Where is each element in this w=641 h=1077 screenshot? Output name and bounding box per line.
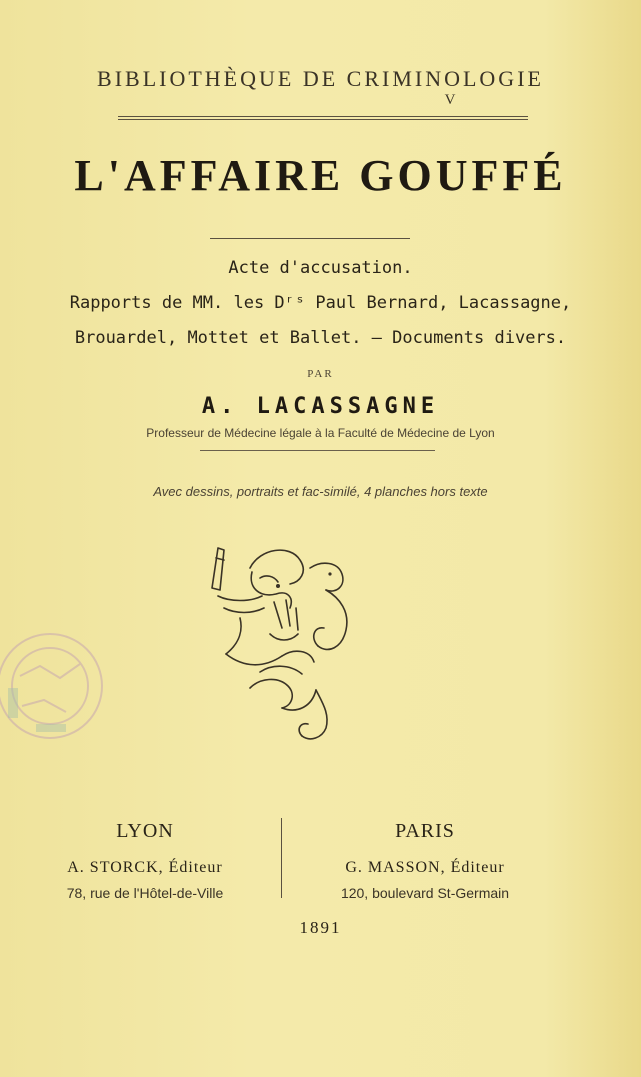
city-paris: PARIS xyxy=(395,820,455,842)
publisher-address-left: 78, rue de l'Hôtel-de-Ville xyxy=(66,885,224,901)
publisher-name-right: G. MASSON, Éditeur xyxy=(345,859,505,876)
author-title: Professeur de Médecine légale à la Faculté de Médecine de Lyon xyxy=(146,426,495,440)
publisher-lyon xyxy=(20,820,270,901)
library-stamp-icon xyxy=(0,616,120,756)
publisher-paris xyxy=(300,820,550,901)
double-rule xyxy=(118,116,528,120)
series-title: BIBLIOTHÈQUE DE CRIMINOLOGIE xyxy=(97,66,544,91)
publisher-name-left: A. STORCK, Éditeur xyxy=(67,859,223,876)
illustrations-note: Avec dessins, portraits et fac-similé, 4 planches hors texte xyxy=(153,484,488,499)
volume-number: V xyxy=(444,92,456,108)
author-name: A. LACASSAGNE xyxy=(201,394,440,419)
publisher-address-right: 120, boulevard St-Germain xyxy=(340,885,510,901)
publisher-emblem-icon xyxy=(190,538,380,748)
title-rule xyxy=(210,238,410,239)
subtitle-line-1: Acte d'accusation. xyxy=(228,258,413,278)
publisher-divider xyxy=(281,818,282,898)
by-label: PAR xyxy=(307,368,334,380)
city-lyon: LYON xyxy=(116,820,174,842)
subtitle-line-3: Brouardel, Mottet et Ballet. — Documents divers. xyxy=(74,328,567,348)
publication-year: 1891 xyxy=(299,918,342,937)
subtitle-line-2: Rapports de MM. les Dʳˢ Paul Bernard, Lacassagne, xyxy=(69,293,572,313)
author-rule xyxy=(200,450,435,451)
book-title: L'AFFAIRE GOUFFÉ xyxy=(74,151,567,200)
